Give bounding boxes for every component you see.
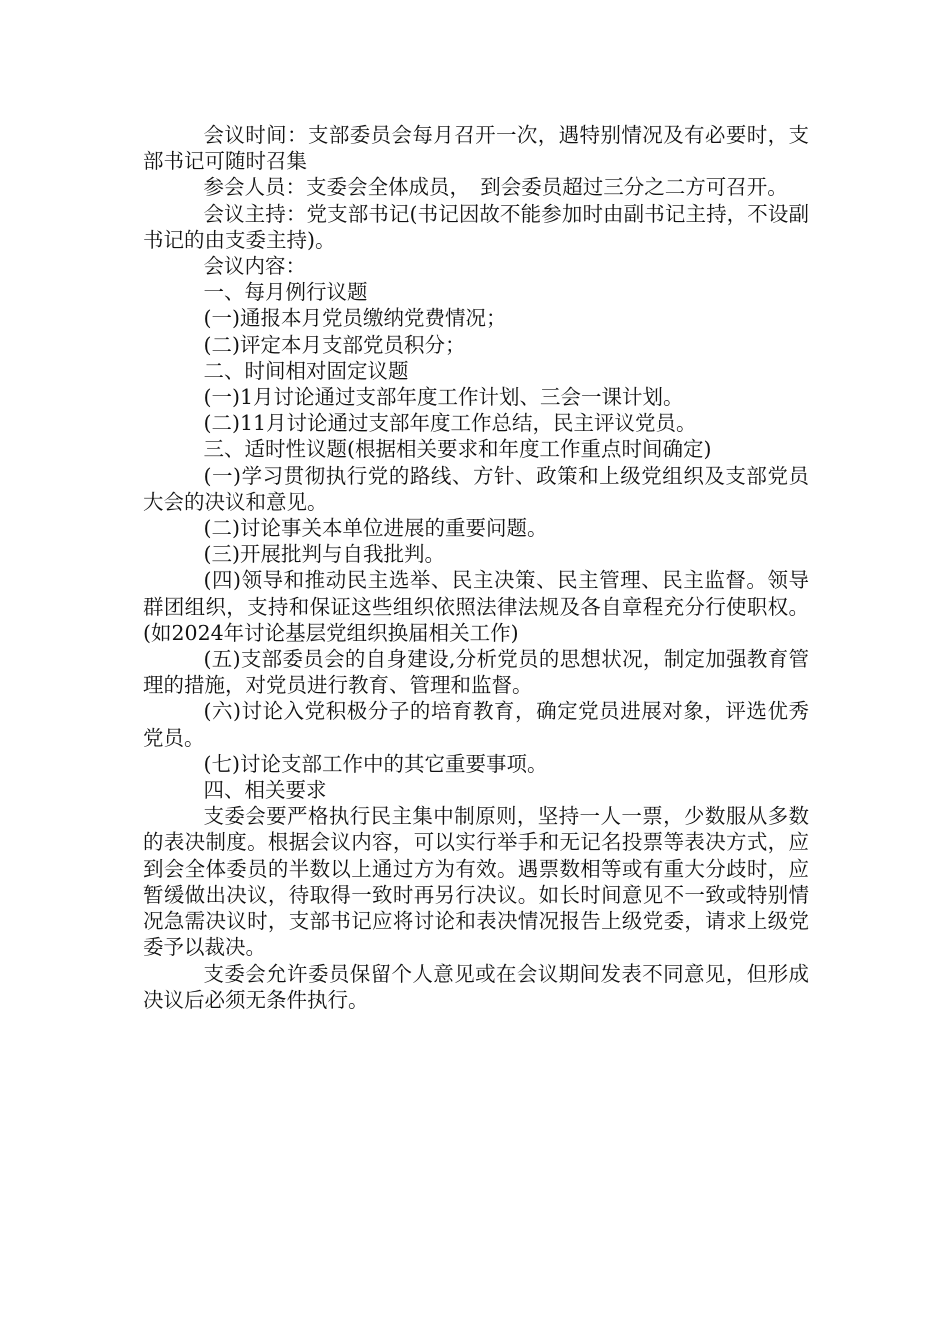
list-item: (五)支部委员会的自身建设,分析党员的思想状况，制定加强教育管理的措施，对党员进行教育、管理和监督。: [143, 647, 809, 698]
section-heading-monthly: 一、每月例行议题: [203, 280, 368, 305]
paragraph-content-heading: 会议内容：: [203, 254, 306, 279]
section-heading-fixed: 二、时间相对固定议题: [203, 358, 409, 383]
section-heading-requirements: 四、相关要求: [203, 778, 327, 803]
list-item: (六)讨论入党积极分子的培育教育，确定党员进展对象，评选优秀党员。: [143, 699, 809, 750]
paragraph-dissent: 支委会允许委员保留个人意见或在会议期间发表不同意见，但形成决议后必须无条件执行。: [143, 961, 809, 1012]
paragraph-attendees: 参会人员：支委会全体成员， 到会委员超过三分之二方可召开。: [203, 175, 788, 200]
list-item: (二)11月讨论通过支部年度工作总结，民主评议党员。: [203, 411, 697, 436]
paragraph-chair: 会议主持：党支部书记(书记因故不能参加时由副书记主持，不设副书记的由支委主持)。: [143, 201, 809, 252]
list-item: (二)讨论事关本单位进展的重要问题。: [203, 516, 548, 541]
list-item: (四)领导和推动民主选举、民主决策、民主管理、民主监督。领导群团组织，支持和保证这些组织依照法律法规及各自章程充分行使职权。(如2024年讨论基层党组织换届相关工作): [143, 568, 809, 645]
list-item: (三)开展批判与自我批判。: [203, 542, 445, 567]
list-item: (一)通报本月党员缴纳党费情况；: [203, 306, 507, 331]
section-heading-timely: 三、适时性议题(根据相关要求和年度工作重点时间确定): [203, 437, 712, 462]
document-body: [143, 122, 809, 1013]
paragraph-meeting-time: 会议时间：支部委员会每月召开一次，遇特别情况及有必要时，支部书记可随时召集: [143, 123, 809, 174]
paragraph-voting-rules: 支委会要严格执行民主集中制原则，坚持一人一票，少数服从多数的表决制度。根据会议内容，可以实行举手和无记名投票等表决方式，应到会全体委员的半数以上通过方为有效。遇票数相等或有重大分歧时，应暂缓做出决议，待取得一致时再另行决议。如长时间意见不一致或特别情况急需决议时，支部书记应将讨论和表决情况报告上级党委，请求上级党委予以裁决。: [143, 804, 809, 960]
list-item: (一)学习贯彻执行党的路线、方针、政策和上级党组织及支部党员大会的决议和意见。: [143, 463, 809, 514]
list-item: (一)1月讨论通过支部年度工作计划、三会一课计划。: [203, 385, 684, 410]
list-item: (二)评定本月支部党员积分；: [203, 332, 466, 357]
list-item: (七)讨论支部工作中的其它重要事项。: [203, 751, 548, 776]
